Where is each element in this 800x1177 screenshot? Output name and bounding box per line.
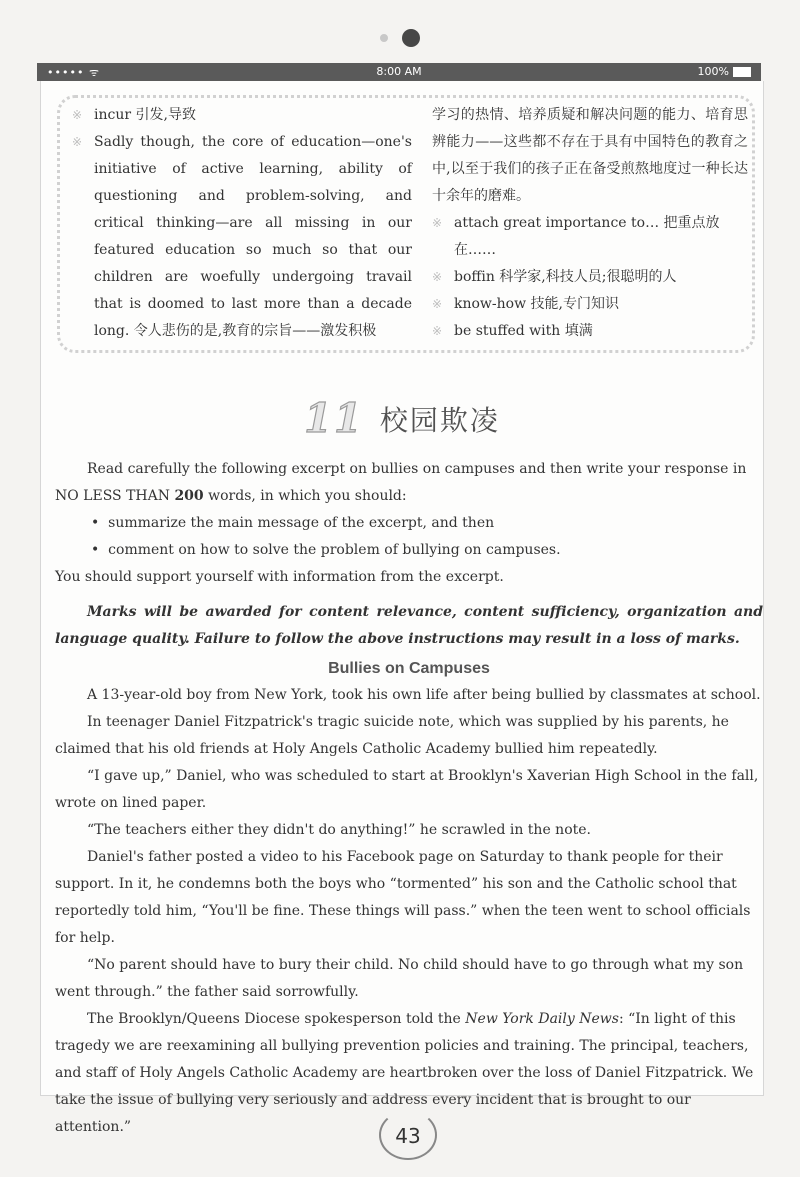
battery-icon xyxy=(733,67,751,77)
star-bullet-icon: ※ xyxy=(432,324,443,338)
clock: 8:00 AM xyxy=(376,65,422,78)
vocab-column-right xyxy=(432,102,748,345)
vocab-item: ※ attach great importance to… 把重点放在…… xyxy=(432,210,748,264)
star-bullet-icon: ※ xyxy=(72,108,83,122)
page-dot-active[interactable] xyxy=(402,29,420,47)
marks-note: Marks will be awarded for content relevance, content sufficiency, organization and language quality. Failure to follow the above instructions may result in a loss of marks. xyxy=(55,604,763,647)
instructions-support: You should support yourself with information from the excerpt. xyxy=(55,569,504,585)
book-page xyxy=(40,81,764,1135)
battery-indicator xyxy=(698,65,751,78)
vocab-item: ※ know-how 技能,专门知识 xyxy=(432,291,748,318)
page-dot-inactive[interactable] xyxy=(380,34,388,42)
star-bullet-icon: ※ xyxy=(72,135,83,149)
signal-icon: ••••• ᯤ xyxy=(47,66,100,79)
lesson-heading xyxy=(41,395,763,442)
vocab-translation: 学习的热情、培养质疑和解决问题的能力、培育思辨能力——这些都不存在于具有中国特色的教育之中,以至于我们的孩子正在备受煎熬地度过一种长达十余年的磨难。 xyxy=(432,107,748,204)
instruction-bullet: • comment on how to solve the problem of bullying on campuses. xyxy=(91,542,561,558)
vocab-item: ※ Sadly though, the core of education—one's initiative of active learning, ability of questioning and problem-solving, and critical thinking—are all missing in our featured education so much so that our children are woefully undergoing travail that is doomed to last more than a decade long. 令人悲伤的是,教育的宗旨——激发积极 xyxy=(72,129,412,345)
vocab-item: ※ incur 引发,导致 xyxy=(72,102,412,129)
lesson-number: 11 xyxy=(304,395,364,442)
page-number: 43 xyxy=(379,1110,437,1160)
star-bullet-icon: ※ xyxy=(432,270,443,284)
instruction-bullet: • summarize the main message of the excerpt, and then xyxy=(91,515,495,531)
bullet-icon: • xyxy=(91,515,100,531)
vocabulary-box xyxy=(57,95,755,353)
article-paragraph: A 13-year-old boy from New York, took his own life after being bullied by classmates at school. xyxy=(87,687,761,703)
status-bar xyxy=(37,63,761,81)
lesson-body xyxy=(55,456,763,1141)
article-paragraph: “No parent should have to bury their child. No child should have to go through what my son went through.” the father said sorrowfully. xyxy=(55,957,744,1000)
battery-percent: 100% xyxy=(697,65,729,78)
lesson-title: 校园欺凌 xyxy=(379,403,500,437)
article-paragraph: “I gave up,” Daniel, who was scheduled to start at Brooklyn's Xaverian High School in the fall, wrote on lined paper. xyxy=(55,768,759,811)
article-paragraph: In teenager Daniel Fitzpatrick's tragic suicide note, which was supplied by his parents, he claimed that his old friends at Holy Angels Catholic Academy bullied him repeatedly. xyxy=(55,714,729,757)
vocab-item: ※ be stuffed with 填满 xyxy=(432,318,748,345)
article-paragraph: “The teachers either they didn't do anything!” he scrawled in the note. xyxy=(87,822,591,838)
instructions-intro: Read carefully the following excerpt on bullies on campuses and then write your response in NO LESS THAN 200 words, in which you should: xyxy=(55,461,747,504)
article-paragraph: The Brooklyn/Queens Diocese spokesperson told the New York Daily News: “In light of this tragedy we are reexamining all bullying prevention policies and training. The principal, teachers, and staff of Holy Angels Catholic Academy are heartbroken over the loss of Daniel Fitzpatrick. We take the issue of bullying very seriously and address every incident that is brought to our attention.” xyxy=(55,1011,754,1135)
star-bullet-icon: ※ xyxy=(432,297,443,311)
article-title: Bullies on Campuses xyxy=(328,660,490,677)
vocab-item: ※ boffin 科学家,科技人员;很聪明的人 xyxy=(432,264,748,291)
bullet-icon: • xyxy=(91,542,100,558)
vocab-column-left xyxy=(72,102,412,345)
star-bullet-icon: ※ xyxy=(432,216,443,230)
page-indicator xyxy=(0,27,800,47)
article-paragraph: Daniel's father posted a video to his Facebook page on Saturday to thank people for their support. In it, he condemns both the boys who “tormented” his son and the Catholic school that reportedly told him, “You'll be fine. These things will pass.” when the teen went to school officials for help. xyxy=(55,849,751,946)
